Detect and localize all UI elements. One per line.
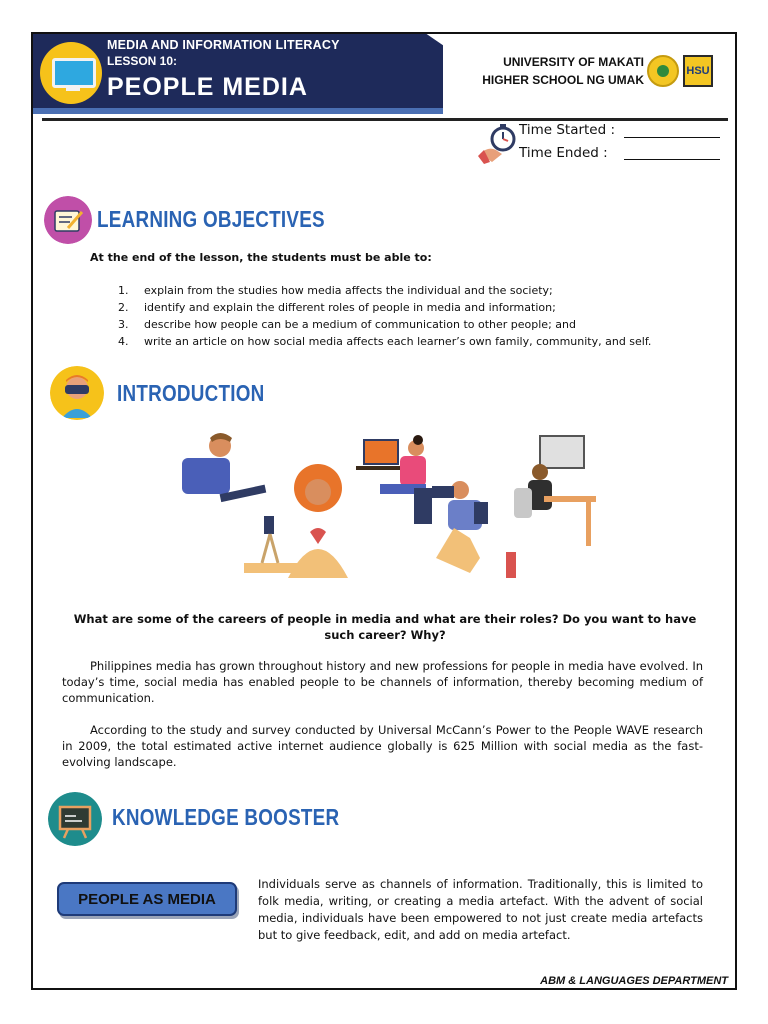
monitor-icon [52, 58, 96, 88]
media-people-illustration [170, 428, 600, 588]
learning-objectives-heading: LEARNING OBJECTIVES [97, 206, 325, 232]
header-divider [42, 118, 728, 121]
time-ended-field[interactable] [624, 159, 720, 160]
knowledge-booster-text: Individuals serve as channels of information. Traditionally, this is limited to folk media, writing, or creating a media artefact. With the advent of social media, individuals have been empowered to not just create media artefacts but to give feedback, edit, and add on media artefact. [258, 877, 703, 942]
page-title: PEOPLE MEDIA [107, 73, 308, 101]
time-ended-label: Time Ended : [519, 145, 608, 161]
hsu-logo-icon: HSU [683, 55, 713, 87]
list-item: 2. identify and explain the different roles of people in media and information; [118, 301, 556, 314]
university-seal-icon [647, 55, 679, 87]
intro-question: What are some of the careers of people in media and what are their roles? Do you want to have such career? Why? [73, 612, 697, 642]
people-as-media-label: PEOPLE AS MEDIA [57, 882, 237, 916]
list-item: 3. describe how people can be a medium of communication to other people; and [118, 318, 576, 331]
list-item: 1. explain from the studies how media affects the individual and the society; [118, 284, 553, 297]
list-item: 4. write an article on how social media affects each learner’s own family, community, and self. [118, 335, 652, 348]
notepad-icon [44, 196, 92, 244]
objectives-list [118, 282, 651, 350]
intro-paragraph-1: Philippines media has grown throughout history and new professions for people in media have evolved. In today’s time, social media has enabled people to be channels of information, thereby becoming medium of communication. [62, 659, 703, 705]
lesson-number: LESSON 10: [107, 54, 178, 68]
intro-paragraph-2: According to the study and survey conducted by Universal McCann’s Power to the People WAVE research in 2009, the total estimated active internet audience globally is 625 Million with social media as the fast-evolving landscape. [62, 723, 703, 769]
stopwatch-icon [478, 124, 518, 164]
vr-headset-person-icon [50, 366, 104, 420]
department-footer: ABM & LANGUAGES DEPARTMENT [540, 975, 728, 987]
course-title: MEDIA AND INFORMATION LITERACY [107, 38, 340, 52]
objectives-intro: At the end of the lesson, the students must be able to: [90, 251, 432, 264]
time-started-field[interactable] [624, 137, 720, 138]
introduction-heading: INTRODUCTION [117, 380, 265, 406]
knowledge-booster-heading: KNOWLEDGE BOOSTER [112, 804, 340, 830]
school-subname: HIGHER SCHOOL NG UMAK [482, 73, 644, 87]
time-started-label: Time Started : [519, 122, 616, 138]
school-name: UNIVERSITY OF MAKATI [503, 55, 644, 69]
chalkboard-icon [48, 792, 102, 846]
header-banner-accent [33, 108, 443, 114]
monitor-stand-icon [66, 87, 80, 91]
